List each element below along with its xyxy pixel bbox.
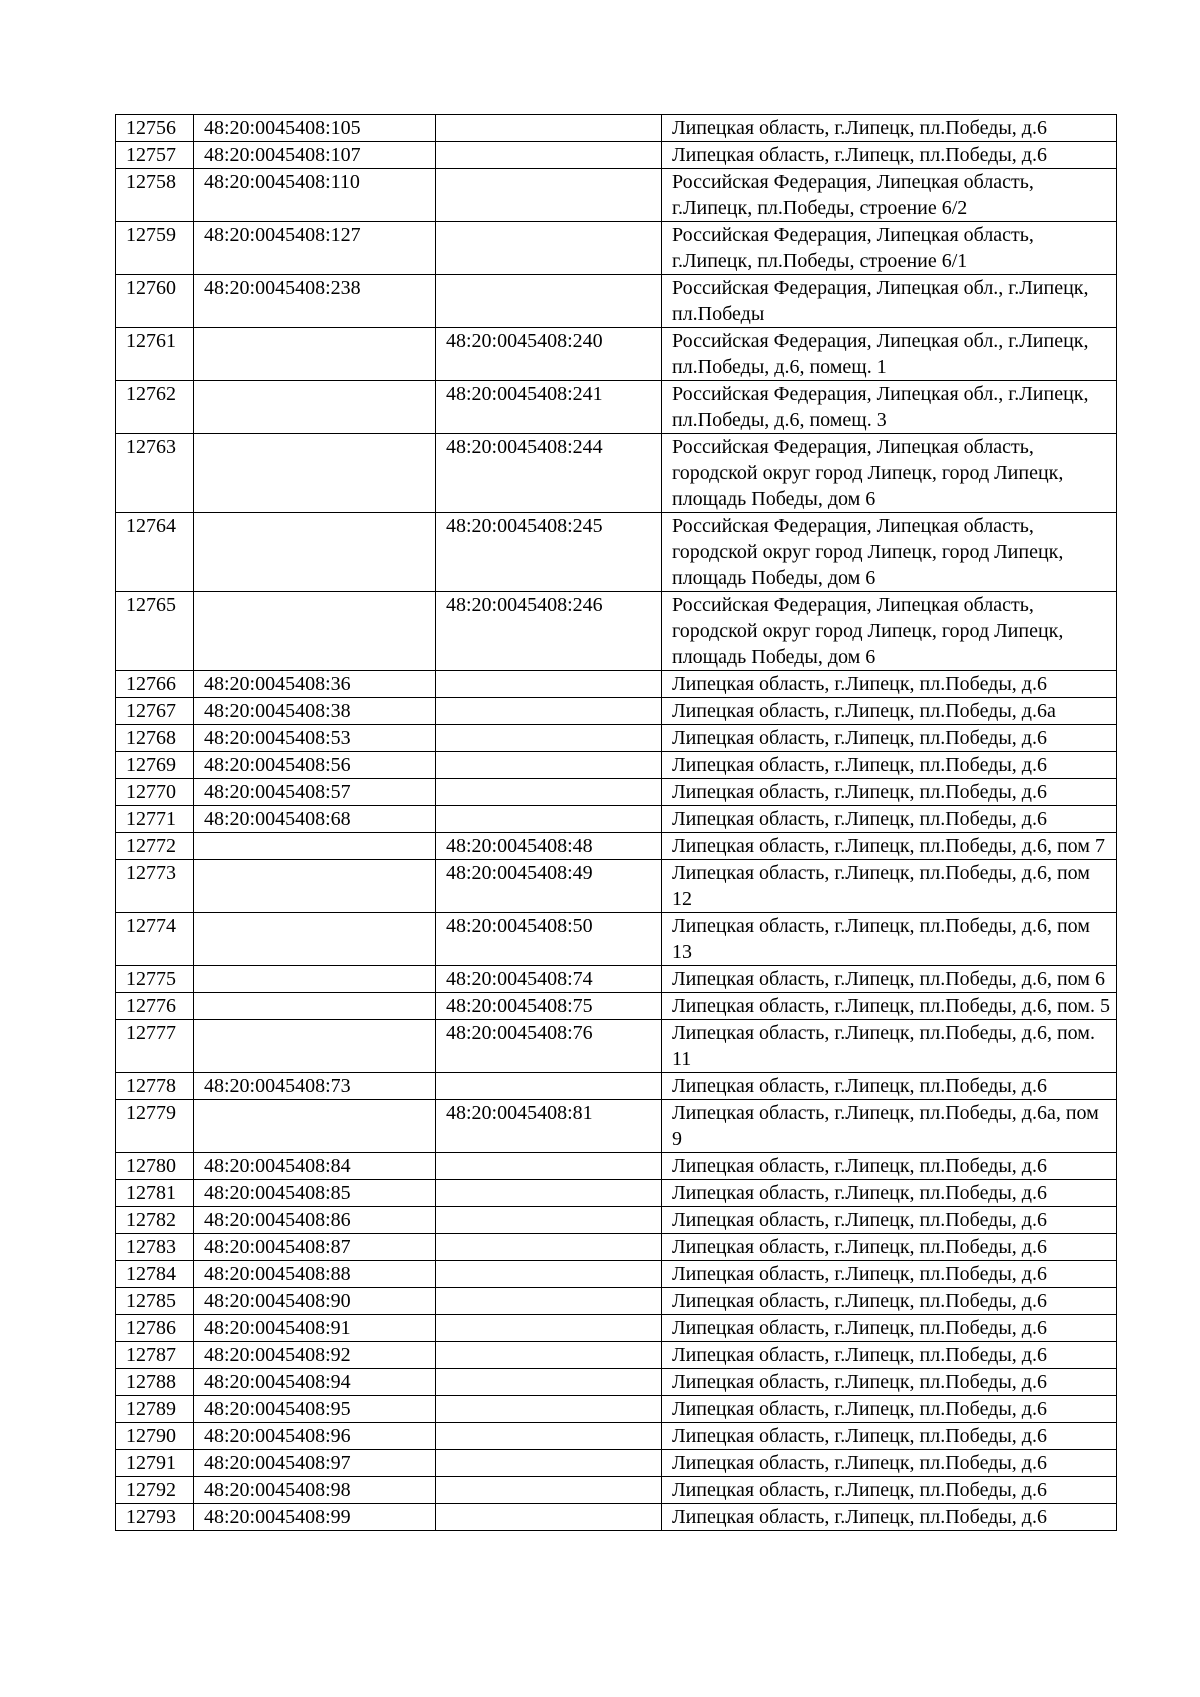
row-number-cell: 12780 xyxy=(116,1153,194,1180)
address-cell: Липецкая область, г.Липецк, пл.Победы, д.6 xyxy=(662,1234,1117,1261)
land-cadastral-number-cell: 48:20:0045408:107 xyxy=(194,142,436,169)
land-cadastral-number-cell: 48:20:0045408:98 xyxy=(194,1477,436,1504)
row-number-cell: 12771 xyxy=(116,806,194,833)
premises-cadastral-number-cell: 48:20:0045408:81 xyxy=(436,1100,662,1153)
land-cadastral-number-cell: 48:20:0045408:127 xyxy=(194,222,436,275)
row-number-cell: 12766 xyxy=(116,671,194,698)
row-number-cell: 12758 xyxy=(116,169,194,222)
premises-cadastral-number-cell: 48:20:0045408:50 xyxy=(436,913,662,966)
table-row xyxy=(116,806,1117,833)
premises-cadastral-number-cell xyxy=(436,222,662,275)
premises-cadastral-number-cell xyxy=(436,725,662,752)
row-number-cell: 12789 xyxy=(116,1396,194,1423)
table-row xyxy=(116,513,1117,592)
address-cell: Липецкая область, г.Липецк, пл.Победы, д.6 xyxy=(662,752,1117,779)
table-row xyxy=(116,1477,1117,1504)
row-number-cell: 12776 xyxy=(116,993,194,1020)
table-row xyxy=(116,698,1117,725)
address-cell: Липецкая область, г.Липецк, пл.Победы, д.6 xyxy=(662,1477,1117,1504)
address-cell: Липецкая область, г.Липецк, пл.Победы, д.6, пом. 5 xyxy=(662,993,1117,1020)
address-cell: Российская Федерация, Липецкая область, городской округ город Липецк, город Липецк, площадь Победы, дом 6 xyxy=(662,434,1117,513)
row-number-cell: 12760 xyxy=(116,275,194,328)
land-cadastral-number-cell xyxy=(194,434,436,513)
row-number-cell: 12763 xyxy=(116,434,194,513)
premises-cadastral-number-cell xyxy=(436,1477,662,1504)
row-number-cell: 12773 xyxy=(116,860,194,913)
row-number-cell: 12769 xyxy=(116,752,194,779)
row-number-cell: 12783 xyxy=(116,1234,194,1261)
address-cell: Российская Федерация, Липецкая обл., г.Липецк, пл.Победы xyxy=(662,275,1117,328)
address-cell: Липецкая область, г.Липецк, пл.Победы, д.6 xyxy=(662,1073,1117,1100)
table-row xyxy=(116,752,1117,779)
table-row xyxy=(116,860,1117,913)
premises-cadastral-number-cell xyxy=(436,1369,662,1396)
premises-cadastral-number-cell: 48:20:0045408:245 xyxy=(436,513,662,592)
land-cadastral-number-cell: 48:20:0045408:92 xyxy=(194,1342,436,1369)
table-row xyxy=(116,1020,1117,1073)
address-cell: Российская Федерация, Липецкая область, городской округ город Липецк, город Липецк, площадь Победы, дом 6 xyxy=(662,513,1117,592)
table-row xyxy=(116,1100,1117,1153)
table-row xyxy=(116,434,1117,513)
land-cadastral-number-cell: 48:20:0045408:73 xyxy=(194,1073,436,1100)
table-row xyxy=(116,1234,1117,1261)
land-cadastral-number-cell: 48:20:0045408:88 xyxy=(194,1261,436,1288)
row-number-cell: 12792 xyxy=(116,1477,194,1504)
row-number-cell: 12775 xyxy=(116,966,194,993)
premises-cadastral-number-cell xyxy=(436,1180,662,1207)
row-number-cell: 12778 xyxy=(116,1073,194,1100)
table-row xyxy=(116,1450,1117,1477)
land-cadastral-number-cell: 48:20:0045408:95 xyxy=(194,1396,436,1423)
premises-cadastral-number-cell xyxy=(436,142,662,169)
row-number-cell: 12784 xyxy=(116,1261,194,1288)
premises-cadastral-number-cell: 48:20:0045408:246 xyxy=(436,592,662,671)
premises-cadastral-number-cell xyxy=(436,1261,662,1288)
table-row xyxy=(116,833,1117,860)
premises-cadastral-number-cell: 48:20:0045408:75 xyxy=(436,993,662,1020)
row-number-cell: 12772 xyxy=(116,833,194,860)
land-cadastral-number-cell: 48:20:0045408:96 xyxy=(194,1423,436,1450)
row-number-cell: 12787 xyxy=(116,1342,194,1369)
table-row xyxy=(116,222,1117,275)
land-cadastral-number-cell: 48:20:0045408:99 xyxy=(194,1504,436,1531)
premises-cadastral-number-cell xyxy=(436,1504,662,1531)
row-number-cell: 12786 xyxy=(116,1315,194,1342)
row-number-cell: 12767 xyxy=(116,698,194,725)
row-number-cell: 12777 xyxy=(116,1020,194,1073)
row-number-cell: 12757 xyxy=(116,142,194,169)
land-cadastral-number-cell: 48:20:0045408:36 xyxy=(194,671,436,698)
land-cadastral-number-cell xyxy=(194,993,436,1020)
address-cell: Липецкая область, г.Липецк, пл.Победы, д.6, пом 13 xyxy=(662,913,1117,966)
land-cadastral-number-cell: 48:20:0045408:105 xyxy=(194,115,436,142)
table-row xyxy=(116,1504,1117,1531)
premises-cadastral-number-cell xyxy=(436,1288,662,1315)
address-cell: Липецкая область, г.Липецк, пл.Победы, д.6 xyxy=(662,1207,1117,1234)
premises-cadastral-number-cell xyxy=(436,275,662,328)
address-cell: Российская Федерация, Липецкая область, г.Липецк, пл.Победы, строение 6/2 xyxy=(662,169,1117,222)
land-cadastral-number-cell: 48:20:0045408:57 xyxy=(194,779,436,806)
table-row xyxy=(116,275,1117,328)
land-cadastral-number-cell: 48:20:0045408:53 xyxy=(194,725,436,752)
table-row xyxy=(116,1261,1117,1288)
land-cadastral-number-cell xyxy=(194,381,436,434)
address-cell: Липецкая область, г.Липецк, пл.Победы, д.6 xyxy=(662,1423,1117,1450)
row-number-cell: 12788 xyxy=(116,1369,194,1396)
premises-cadastral-number-cell: 48:20:0045408:49 xyxy=(436,860,662,913)
premises-cadastral-number-cell xyxy=(436,1073,662,1100)
land-cadastral-number-cell xyxy=(194,913,436,966)
row-number-cell: 12793 xyxy=(116,1504,194,1531)
table-row xyxy=(116,381,1117,434)
row-number-cell: 12765 xyxy=(116,592,194,671)
address-cell: Липецкая область, г.Липецк, пл.Победы, д.6, пом. 11 xyxy=(662,1020,1117,1073)
address-cell: Липецкая область, г.Липецк, пл.Победы, д.6 xyxy=(662,1153,1117,1180)
land-cadastral-number-cell: 48:20:0045408:94 xyxy=(194,1369,436,1396)
premises-cadastral-number-cell xyxy=(436,1342,662,1369)
land-cadastral-number-cell xyxy=(194,833,436,860)
table-row xyxy=(116,1396,1117,1423)
land-cadastral-number-cell xyxy=(194,1100,436,1153)
table-row xyxy=(116,1423,1117,1450)
table-row xyxy=(116,1369,1117,1396)
premises-cadastral-number-cell: 48:20:0045408:240 xyxy=(436,328,662,381)
land-cadastral-number-cell: 48:20:0045408:238 xyxy=(194,275,436,328)
table-row xyxy=(116,169,1117,222)
row-number-cell: 12774 xyxy=(116,913,194,966)
land-cadastral-number-cell: 48:20:0045408:87 xyxy=(194,1234,436,1261)
address-cell: Липецкая область, г.Липецк, пл.Победы, д.6 xyxy=(662,1288,1117,1315)
land-cadastral-number-cell: 48:20:0045408:110 xyxy=(194,169,436,222)
table-row xyxy=(116,1207,1117,1234)
address-cell: Липецкая область, г.Липецк, пл.Победы, д.6 xyxy=(662,1450,1117,1477)
table-row xyxy=(116,966,1117,993)
land-cadastral-number-cell: 48:20:0045408:91 xyxy=(194,1315,436,1342)
premises-cadastral-number-cell xyxy=(436,1423,662,1450)
address-cell: Липецкая область, г.Липецк, пл.Победы, д.6 xyxy=(662,1504,1117,1531)
premises-cadastral-number-cell xyxy=(436,115,662,142)
address-cell: Липецкая область, г.Липецк, пл.Победы, д.6, пом 6 xyxy=(662,966,1117,993)
row-number-cell: 12761 xyxy=(116,328,194,381)
address-cell: Российская Федерация, Липецкая обл., г.Липецк, пл.Победы, д.6, помещ. 3 xyxy=(662,381,1117,434)
premises-cadastral-number-cell xyxy=(436,169,662,222)
row-number-cell: 12781 xyxy=(116,1180,194,1207)
table-row xyxy=(116,142,1117,169)
address-cell: Российская Федерация, Липецкая область, городской округ город Липецк, город Липецк, площадь Победы, дом 6 xyxy=(662,592,1117,671)
address-cell: Липецкая область, г.Липецк, пл.Победы, д.6 xyxy=(662,142,1117,169)
table-row xyxy=(116,671,1117,698)
row-number-cell: 12791 xyxy=(116,1450,194,1477)
row-number-cell: 12790 xyxy=(116,1423,194,1450)
row-number-cell: 12785 xyxy=(116,1288,194,1315)
row-number-cell: 12756 xyxy=(116,115,194,142)
premises-cadastral-number-cell xyxy=(436,1315,662,1342)
premises-cadastral-number-cell xyxy=(436,752,662,779)
address-cell: Липецкая область, г.Липецк, пл.Победы, д.6 xyxy=(662,671,1117,698)
address-cell: Российская Федерация, Липецкая обл., г.Липецк, пл.Победы, д.6, помещ. 1 xyxy=(662,328,1117,381)
premises-cadastral-number-cell xyxy=(436,1396,662,1423)
address-cell: Липецкая область, г.Липецк, пл.Победы, д.6 xyxy=(662,1369,1117,1396)
premises-cadastral-number-cell xyxy=(436,1207,662,1234)
land-cadastral-number-cell xyxy=(194,860,436,913)
address-cell: Липецкая область, г.Липецк, пл.Победы, д.6 xyxy=(662,1396,1117,1423)
land-cadastral-number-cell xyxy=(194,513,436,592)
table-row xyxy=(116,1342,1117,1369)
premises-cadastral-number-cell xyxy=(436,671,662,698)
premises-cadastral-number-cell xyxy=(436,806,662,833)
land-cadastral-number-cell: 48:20:0045408:97 xyxy=(194,1450,436,1477)
address-cell: Липецкая область, г.Липецк, пл.Победы, д.6 xyxy=(662,725,1117,752)
row-number-cell: 12779 xyxy=(116,1100,194,1153)
land-cadastral-number-cell: 48:20:0045408:90 xyxy=(194,1288,436,1315)
table-row xyxy=(116,993,1117,1020)
row-number-cell: 12768 xyxy=(116,725,194,752)
land-cadastral-number-cell: 48:20:0045408:85 xyxy=(194,1180,436,1207)
registry-table-body xyxy=(116,115,1117,1531)
row-number-cell: 12782 xyxy=(116,1207,194,1234)
table-row xyxy=(116,1180,1117,1207)
address-cell: Липецкая область, г.Липецк, пл.Победы, д.6 xyxy=(662,1342,1117,1369)
address-cell: Липецкая область, г.Липецк, пл.Победы, д.6, пом 7 xyxy=(662,833,1117,860)
address-cell: Липецкая область, г.Липецк, пл.Победы, д.6 xyxy=(662,779,1117,806)
land-cadastral-number-cell: 48:20:0045408:68 xyxy=(194,806,436,833)
row-number-cell: 12762 xyxy=(116,381,194,434)
land-cadastral-number-cell: 48:20:0045408:86 xyxy=(194,1207,436,1234)
premises-cadastral-number-cell xyxy=(436,1153,662,1180)
land-cadastral-number-cell xyxy=(194,966,436,993)
premises-cadastral-number-cell xyxy=(436,698,662,725)
table-row xyxy=(116,1153,1117,1180)
row-number-cell: 12764 xyxy=(116,513,194,592)
land-cadastral-number-cell: 48:20:0045408:56 xyxy=(194,752,436,779)
premises-cadastral-number-cell: 48:20:0045408:244 xyxy=(436,434,662,513)
premises-cadastral-number-cell: 48:20:0045408:76 xyxy=(436,1020,662,1073)
table-row xyxy=(116,913,1117,966)
land-cadastral-number-cell xyxy=(194,592,436,671)
address-cell: Российская Федерация, Липецкая область, г.Липецк, пл.Победы, строение 6/1 xyxy=(662,222,1117,275)
land-cadastral-number-cell xyxy=(194,1020,436,1073)
address-cell: Липецкая область, г.Липецк, пл.Победы, д.6 xyxy=(662,1315,1117,1342)
premises-cadastral-number-cell xyxy=(436,1450,662,1477)
address-cell: Липецкая область, г.Липецк, пл.Победы, д.6а, пом 9 xyxy=(662,1100,1117,1153)
address-cell: Липецкая область, г.Липецк, пл.Победы, д.6 xyxy=(662,1180,1117,1207)
row-number-cell: 12770 xyxy=(116,779,194,806)
address-cell: Липецкая область, г.Липецк, пл.Победы, д.6 xyxy=(662,806,1117,833)
premises-cadastral-number-cell xyxy=(436,1234,662,1261)
land-cadastral-number-cell xyxy=(194,328,436,381)
table-row xyxy=(116,1315,1117,1342)
premises-cadastral-number-cell xyxy=(436,779,662,806)
address-cell: Липецкая область, г.Липецк, пл.Победы, д.6 xyxy=(662,1261,1117,1288)
table-row xyxy=(116,779,1117,806)
table-row xyxy=(116,1073,1117,1100)
address-cell: Липецкая область, г.Липецк, пл.Победы, д.6а xyxy=(662,698,1117,725)
address-cell: Липецкая область, г.Липецк, пл.Победы, д.6 xyxy=(662,115,1117,142)
premises-cadastral-number-cell: 48:20:0045408:48 xyxy=(436,833,662,860)
registry-table xyxy=(115,114,1117,1531)
address-cell: Липецкая область, г.Липецк, пл.Победы, д.6, пом 12 xyxy=(662,860,1117,913)
table-row xyxy=(116,115,1117,142)
table-row xyxy=(116,592,1117,671)
premises-cadastral-number-cell: 48:20:0045408:241 xyxy=(436,381,662,434)
land-cadastral-number-cell: 48:20:0045408:38 xyxy=(194,698,436,725)
premises-cadastral-number-cell: 48:20:0045408:74 xyxy=(436,966,662,993)
table-row xyxy=(116,1288,1117,1315)
table-row xyxy=(116,725,1117,752)
land-cadastral-number-cell: 48:20:0045408:84 xyxy=(194,1153,436,1180)
row-number-cell: 12759 xyxy=(116,222,194,275)
table-row xyxy=(116,328,1117,381)
